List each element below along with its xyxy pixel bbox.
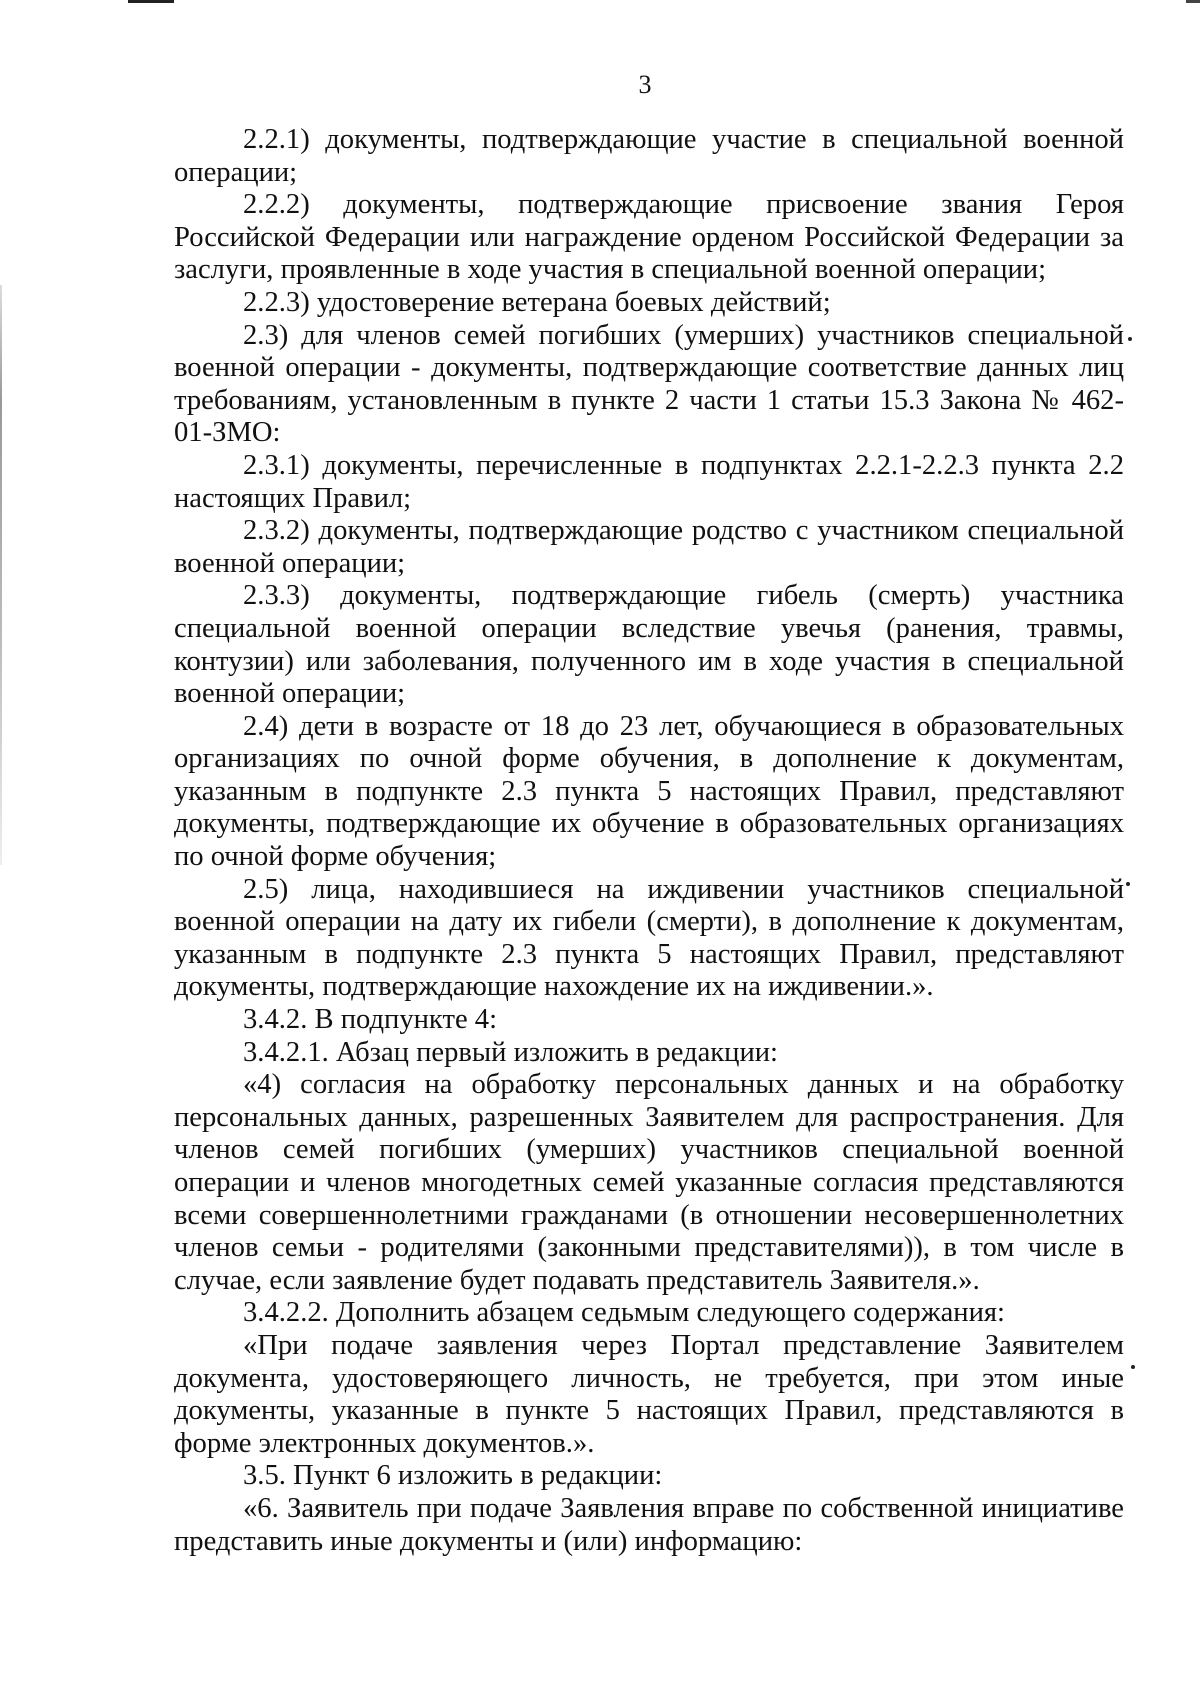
paragraph-2-5: 2.5) лица, находившиеся на иждивении участников специальной военной операции на дату их гибели (смерти), в дополнение к документам, указанным в подпункте 2.3 пункта 5 настоящих Правил, представляют документы, подтверждающие нахождение их на иждивении.». <box>174 873 1124 1003</box>
page-number: 3 <box>638 70 652 99</box>
paragraph-3-4-2: 3.4.2. В подпункте 4: <box>243 1004 498 1036</box>
paragraph-quoted-portal: «При подаче заявления через Портал представление Заявителем документа, удостоверяющего личность, не требуется, при этом иные документы, указанные в пункте 5 настоящих Правил, представляются в форме электронных документов.». <box>174 1329 1124 1459</box>
paragraph-2-4: 2.4) дети в возрасте от 18 до 23 лет, обучающиеся в образовательных организациях по очной форме обучения, в дополнение к документам, указанным в подпункте 2.3 пункта 5 настоящих Правил, представляют документы, подтверждающие их обучение в образовательных организациях по очной форме обучения; <box>174 710 1124 873</box>
paragraph-quoted-6: «6. Заявитель при подаче Заявления вправе по собственной инициативе представить иные документы и (или) информацию: <box>174 1492 1124 1557</box>
paragraph-2-2-1: 2.2.1) документы, подтверждающие участие в специальной военной операции; <box>174 124 1124 188</box>
paragraph-2-3: 2.3) для членов семей погибших (умерших) участников специальной военной операции - документы, подтверждающие соответствие данных лиц требованиям, установленным в пункте 2 части 1 статьи 15.3 Закона № 462-01-ЗМО: <box>174 319 1124 449</box>
paragraph-2-3-1: 2.3.1) документы, перечисленные в подпунктах 2.2.1-2.2.3 пункта 2.2 настоящих Правил; <box>174 449 1124 514</box>
paragraph-2-2-2: 2.2.2) документы, подтверждающие присвоение звания Героя Российской Федерации или награждение орденом Российской Федерации за заслуги, проявленные в ходе участия в специальной военной операции; <box>174 189 1124 286</box>
paragraph-2-3-2: 2.3.2) документы, подтверждающие родство с участником специальной военной операции; <box>174 515 1124 579</box>
paragraph-2-2-3: 2.2.3) удостоверение ветерана боевых действий; <box>243 286 831 318</box>
scan-edge-shadow <box>0 285 2 865</box>
scan-artifact-top <box>128 0 174 3</box>
scan-speck <box>1126 882 1130 886</box>
scan-artifact-right <box>1186 0 1200 3</box>
paragraph-3-4-2-1: 3.4.2.1. Абзац первый изложить в редакции: <box>243 1036 779 1068</box>
paragraph-3-5: 3.5. Пункт 6 изложить в редакции: <box>243 1460 663 1492</box>
paragraph-2-3-3: 2.3.3) документы, подтверждающие гибель (смерть) участника специальной военной операции вследствие увечья (ранения, травмы, контузии) или заболевания, полученного им в ходе участия в специальной военной операции; <box>174 580 1124 710</box>
paragraph-3-4-2-2: 3.4.2.2. Дополнить абзацем седьмым следующего содержания: <box>243 1297 1005 1329</box>
scan-speck <box>1128 337 1132 341</box>
paragraph-quoted-4: «4) согласия на обработку персональных данных и на обработку персональных данных, разрешенных Заявителем для распространения. Для членов семей погибших (умерших) участников специальной военной операции и членов многодетных семей указанные согласия представляются всеми совершеннолетними гражданами (в отношении несовершеннолетних членов семьи - родителями (законными представителями)), в том числе в случае, если заявление будет подавать представитель Заявителя.». <box>174 1069 1124 1296</box>
document-body <box>174 124 1124 1558</box>
scan-speck <box>1131 1365 1135 1369</box>
